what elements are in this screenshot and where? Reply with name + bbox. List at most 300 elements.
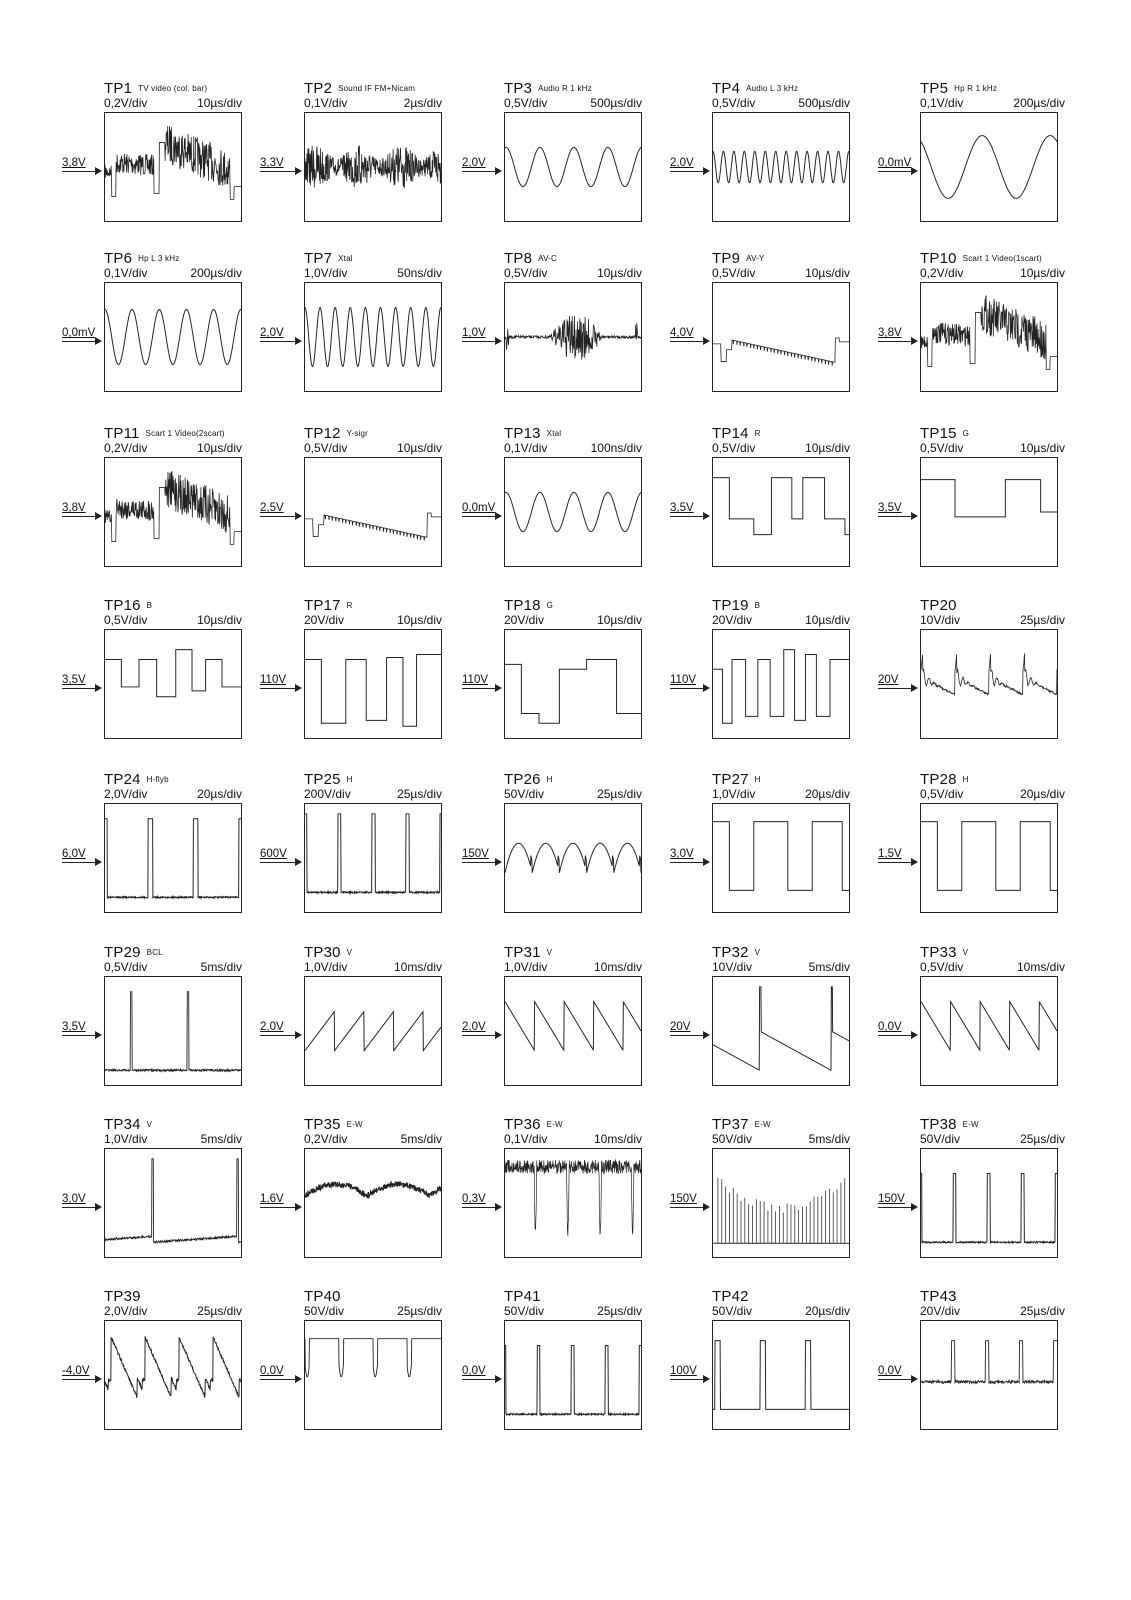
reference-arrow	[260, 171, 300, 172]
waveform-panel-tp3	[504, 80, 704, 215]
time-per-div: 10µs/div	[397, 441, 442, 455]
scope-screen	[304, 629, 442, 739]
waveform-trace	[921, 630, 1057, 738]
test-point-id: TP41	[504, 1288, 541, 1305]
time-per-div: 10ms/div	[593, 1132, 642, 1146]
waveform-trace	[105, 1321, 241, 1429]
volts-per-div: 10V/div	[920, 613, 961, 627]
signal-label: H	[962, 775, 969, 784]
test-point-id: TP36	[504, 1116, 541, 1133]
reference-level: 3,8V	[878, 327, 902, 339]
time-per-div: 25µs/div	[1020, 1304, 1065, 1318]
reference-level: 0,0V	[462, 1365, 486, 1377]
volts-per-div: 2,0V/div	[104, 1304, 148, 1318]
test-point-name	[304, 771, 353, 788]
test-point-id: TP35	[304, 1116, 341, 1133]
reference-arrow	[670, 1035, 708, 1036]
test-point-id: TP20	[920, 597, 957, 614]
test-point-id: TP40	[304, 1288, 341, 1305]
reference-level: 2,0V	[260, 1021, 284, 1033]
time-per-div: 5ms/div	[200, 1132, 242, 1146]
time-per-div: 500µs/div	[798, 96, 850, 110]
waveform-trace	[105, 804, 241, 912]
panel-header	[104, 425, 242, 461]
volts-per-div: 10V/div	[712, 960, 753, 974]
time-per-div: 20µs/div	[805, 1304, 850, 1318]
scope-screen	[504, 629, 642, 739]
waveform-panel-tp35	[304, 1116, 504, 1251]
volts-per-div: 0,5V/div	[504, 266, 548, 280]
test-point-id: TP10	[920, 250, 957, 267]
reference-level: 3,5V	[878, 502, 902, 514]
time-per-div: 5ms/div	[808, 1132, 850, 1146]
panel-header	[712, 250, 850, 286]
panel-header	[104, 771, 242, 807]
waveform-trace	[921, 458, 1057, 566]
time-per-div: 10ms/div	[1016, 960, 1065, 974]
time-per-div: 25µs/div	[597, 787, 642, 801]
waveform-panel-tp31	[504, 944, 704, 1079]
waveform-panel-tp29	[104, 944, 304, 1079]
test-point-name	[712, 1116, 771, 1133]
waveform-trace	[105, 1149, 241, 1257]
scope-screen	[304, 112, 442, 222]
volts-per-div: 1,0V/div	[304, 266, 348, 280]
test-point-id: TP11	[104, 425, 140, 442]
waveform-panel-tp8	[504, 250, 704, 385]
reference-level: 6,0V	[62, 848, 86, 860]
reference-level: -4,0V	[62, 1365, 90, 1377]
panel-header	[504, 425, 642, 461]
signal-label: V	[962, 948, 969, 957]
waveform-trace	[505, 804, 641, 912]
reference-level: 150V	[670, 1193, 697, 1205]
signal-label: B	[146, 601, 153, 610]
test-point-name	[304, 1116, 363, 1133]
time-per-div: 25µs/div	[397, 1304, 442, 1318]
reference-level: 1,5V	[878, 848, 902, 860]
reference-arrow	[260, 516, 300, 517]
volts-per-div: 0,1V/div	[104, 266, 148, 280]
time-per-div: 2µs/div	[403, 96, 442, 110]
reference-arrow	[260, 1035, 300, 1036]
test-point-id: TP30	[304, 944, 341, 961]
test-point-id: TP42	[712, 1288, 749, 1305]
waveform-trace	[105, 458, 241, 566]
reference-arrow	[670, 862, 708, 863]
reference-arrow	[462, 688, 500, 689]
reference-arrow	[62, 688, 100, 689]
volts-per-div: 0,5V/div	[712, 266, 756, 280]
scope-screen	[104, 1320, 242, 1430]
reference-level: 1,0V	[462, 327, 486, 339]
waveform-panel-tp41	[504, 1288, 704, 1423]
waveform-panel-tp40	[304, 1288, 504, 1423]
panel-header	[304, 944, 442, 980]
waveform-trace	[305, 113, 441, 221]
panel-header	[712, 597, 850, 633]
volts-per-div: 0,5V/div	[304, 441, 348, 455]
reference-arrow	[670, 1379, 708, 1380]
waveform-panel-tp17	[304, 597, 504, 732]
reference-level: 110V	[670, 674, 697, 686]
waveform-panel-tp7	[304, 250, 504, 385]
test-point-name	[712, 597, 760, 614]
volts-per-div: 0,5V/div	[712, 441, 756, 455]
scope-screen	[104, 112, 242, 222]
test-point-name	[304, 250, 353, 267]
reference-arrow	[878, 1207, 916, 1208]
reference-arrow	[462, 341, 500, 342]
time-per-div: 50ns/div	[397, 266, 442, 280]
scope-screen	[920, 976, 1058, 1086]
reference-level: 150V	[462, 848, 489, 860]
test-point-id: TP3	[504, 80, 533, 97]
waveform-panel-tp32	[712, 944, 912, 1079]
panel-header	[304, 1116, 442, 1152]
time-per-div: 5ms/div	[200, 960, 242, 974]
scope-screen	[304, 282, 442, 392]
volts-per-div: 0,5V/div	[920, 441, 964, 455]
volts-per-div: 20V/div	[504, 613, 545, 627]
test-point-name	[712, 771, 761, 788]
time-per-div: 10µs/div	[1020, 266, 1065, 280]
waveform-trace	[105, 630, 241, 738]
signal-label: E-W	[754, 1120, 771, 1129]
test-point-name	[712, 80, 798, 97]
waveform-panel-tp15	[920, 425, 1120, 560]
reference-arrow	[62, 341, 100, 342]
panel-header	[712, 80, 850, 116]
waveform-trace	[305, 630, 441, 738]
waveform-trace	[505, 1149, 641, 1257]
panel-header	[920, 944, 1065, 980]
waveform-panel-tp4	[712, 80, 912, 215]
waveform-panel-tp28	[920, 771, 1120, 906]
scope-screen	[712, 976, 850, 1086]
test-point-name	[104, 944, 163, 961]
reference-level: 0,0mV	[878, 157, 912, 169]
panel-header	[104, 250, 242, 286]
test-point-name	[504, 1116, 563, 1133]
test-point-name	[504, 250, 557, 267]
reference-arrow	[878, 1035, 916, 1036]
test-point-id: TP5	[920, 80, 949, 97]
waveform-trace	[105, 113, 241, 221]
signal-label: Xtal	[546, 429, 562, 438]
scope-screen	[712, 457, 850, 567]
signal-label: B	[754, 601, 761, 610]
scope-screen	[712, 112, 850, 222]
waveform-trace	[305, 1149, 441, 1257]
test-point-id: TP32	[712, 944, 749, 961]
scope-screen	[104, 282, 242, 392]
scope-screen	[920, 1320, 1058, 1430]
panel-header	[304, 425, 442, 461]
reference-level: 3,3V	[260, 157, 284, 169]
waveform-panel-tp24	[104, 771, 304, 906]
time-per-div: 20µs/div	[197, 787, 242, 801]
time-per-div: 20µs/div	[805, 787, 850, 801]
reference-arrow	[670, 341, 708, 342]
reference-level: 0,0mV	[62, 327, 96, 339]
panel-header	[304, 250, 442, 286]
waveform-panel-tp11	[104, 425, 304, 560]
scope-screen	[104, 457, 242, 567]
panel-header	[712, 1288, 850, 1324]
waveform-trace	[713, 804, 849, 912]
waveform-trace	[921, 804, 1057, 912]
time-per-div: 25µs/div	[1020, 1132, 1065, 1146]
test-point-id: TP25	[304, 771, 341, 788]
signal-label: Y-sigr	[346, 429, 369, 438]
scope-screen	[920, 803, 1058, 913]
signal-label: Scart 1 Video(1scart)	[962, 254, 1042, 263]
time-per-div: 500µs/div	[590, 96, 642, 110]
signal-label: H-flyb	[146, 775, 169, 784]
test-point-id: TP19	[712, 597, 749, 614]
time-per-div: 25µs/div	[397, 787, 442, 801]
test-point-id: TP26	[504, 771, 541, 788]
test-point-id: TP38	[920, 1116, 957, 1133]
scope-screen	[712, 803, 850, 913]
volts-per-div: 0,1V/div	[504, 1132, 548, 1146]
waveform-trace	[505, 1321, 641, 1429]
waveform-panel-tp42	[712, 1288, 912, 1423]
test-point-id: TP17	[304, 597, 341, 614]
signal-label: TV video (col. bar)	[138, 84, 208, 93]
waveform-panel-tp30	[304, 944, 504, 1079]
panel-header	[104, 1116, 242, 1152]
signal-label: AV-C	[538, 254, 558, 263]
reference-arrow	[260, 1379, 300, 1380]
volts-per-div: 50V/div	[920, 1132, 961, 1146]
panel-header	[712, 771, 850, 807]
test-point-id: TP4	[712, 80, 741, 97]
scope-screen	[104, 1148, 242, 1258]
scope-screen	[504, 112, 642, 222]
scope-screen	[304, 1148, 442, 1258]
test-point-name	[304, 597, 353, 614]
volts-per-div: 200V/div	[304, 787, 351, 801]
test-point-name	[504, 425, 561, 442]
volts-per-div: 0,5V/div	[104, 613, 148, 627]
panel-header	[712, 1116, 850, 1152]
time-per-div: 25µs/div	[1020, 613, 1065, 627]
reference-arrow	[670, 171, 708, 172]
waveform-trace	[713, 283, 849, 391]
test-point-name	[712, 425, 761, 442]
reference-arrow	[62, 1035, 100, 1036]
signal-label: E-W	[962, 1120, 979, 1129]
signal-label: R	[346, 601, 353, 610]
time-per-div: 10µs/div	[1020, 441, 1065, 455]
time-per-div: 25µs/div	[197, 1304, 242, 1318]
scope-screen	[504, 976, 642, 1086]
test-point-name	[504, 80, 592, 97]
time-per-div: 20µs/div	[1020, 787, 1065, 801]
reference-arrow	[878, 341, 916, 342]
time-per-div: 25µs/div	[597, 1304, 642, 1318]
waveform-panel-tp36	[504, 1116, 704, 1251]
panel-header	[920, 1288, 1065, 1324]
scope-screen	[920, 1148, 1058, 1258]
reference-arrow	[260, 1207, 300, 1208]
signal-label: Sound IF FM+Nicam	[338, 84, 416, 93]
panel-header	[504, 944, 642, 980]
panel-header	[504, 771, 642, 807]
test-point-id: TP39	[104, 1288, 141, 1305]
test-point-name	[920, 80, 997, 97]
waveform-trace	[305, 977, 441, 1085]
scope-screen	[920, 112, 1058, 222]
waveform-trace	[305, 804, 441, 912]
test-point-id: TP24	[104, 771, 141, 788]
signal-label: V	[754, 948, 761, 957]
test-point-id: TP7	[304, 250, 333, 267]
panel-header	[104, 597, 242, 633]
panel-header	[920, 425, 1065, 461]
reference-level: 3,0V	[62, 1193, 86, 1205]
volts-per-div: 0,2V/div	[104, 441, 148, 455]
reference-level: 0,3V	[462, 1193, 486, 1205]
time-per-div: 10µs/div	[197, 96, 242, 110]
waveform-panel-tp14	[712, 425, 912, 560]
waveform-trace	[921, 113, 1057, 221]
time-per-div: 10µs/div	[197, 613, 242, 627]
waveform-panel-tp9	[712, 250, 912, 385]
signal-label: BCL	[146, 948, 163, 957]
waveform-trace	[713, 630, 849, 738]
waveform-panel-tp43	[920, 1288, 1120, 1423]
time-per-div: 10µs/div	[805, 613, 850, 627]
reference-level: 2,0V	[670, 157, 694, 169]
time-per-div: 10µs/div	[397, 613, 442, 627]
test-point-name	[104, 1116, 152, 1133]
volts-per-div: 2,0V/div	[104, 787, 148, 801]
test-point-name	[712, 944, 760, 961]
volts-per-div: 1,0V/div	[104, 1132, 148, 1146]
volts-per-div: 50V/div	[712, 1304, 753, 1318]
signal-label: H	[546, 775, 553, 784]
volts-per-div: 0,1V/div	[304, 96, 348, 110]
signal-label: H	[754, 775, 761, 784]
panel-header	[712, 425, 850, 461]
waveform-trace	[713, 113, 849, 221]
reference-arrow	[878, 516, 916, 517]
panel-header	[304, 80, 442, 116]
reference-arrow	[62, 1207, 100, 1208]
waveform-trace	[713, 458, 849, 566]
test-point-name	[920, 250, 1042, 267]
time-per-div: 10µs/div	[197, 441, 242, 455]
reference-level: 3,5V	[62, 674, 86, 686]
waveform-panel-tp33	[920, 944, 1120, 1079]
waveform-panel-tp26	[504, 771, 704, 906]
reference-arrow	[260, 862, 300, 863]
panel-header	[920, 771, 1065, 807]
scope-screen	[504, 457, 642, 567]
signal-label: Hp R 1 kHz	[954, 84, 998, 93]
test-point-name	[304, 944, 352, 961]
reference-arrow	[878, 1379, 916, 1380]
test-point-id: TP2	[304, 80, 333, 97]
reference-arrow	[62, 1379, 100, 1380]
waveform-trace	[505, 977, 641, 1085]
test-point-id: TP34	[104, 1116, 141, 1133]
reference-level: 20V	[670, 1021, 691, 1033]
reference-arrow	[878, 171, 916, 172]
volts-per-div: 20V/div	[304, 613, 345, 627]
scope-screen	[304, 457, 442, 567]
volts-per-div: 0,5V/div	[920, 960, 964, 974]
time-per-div: 100ns/div	[590, 441, 642, 455]
waveform-trace	[305, 1321, 441, 1429]
reference-level: 0,0V	[878, 1021, 902, 1033]
waveform-panel-tp10	[920, 250, 1120, 385]
reference-level: 2,0V	[260, 327, 284, 339]
panel-header	[504, 250, 642, 286]
time-per-div: 10µs/div	[805, 441, 850, 455]
waveform-panel-tp6	[104, 250, 304, 385]
scope-screen	[104, 629, 242, 739]
signal-label: V	[546, 948, 553, 957]
scope-screen	[920, 282, 1058, 392]
test-point-name	[712, 250, 765, 267]
test-point-name	[304, 80, 415, 97]
reference-level: 150V	[878, 1193, 905, 1205]
test-point-id: TP8	[504, 250, 533, 267]
panel-header	[504, 1116, 642, 1152]
time-per-div: 10ms/div	[593, 960, 642, 974]
scope-screen	[504, 282, 642, 392]
reference-level: 0,0V	[260, 1365, 284, 1377]
panel-header	[104, 80, 242, 116]
reference-level: 3,8V	[62, 157, 86, 169]
reference-arrow	[878, 862, 916, 863]
scope-screen	[712, 282, 850, 392]
signal-label: R	[754, 429, 761, 438]
volts-per-div: 20V/div	[920, 1304, 961, 1318]
test-point-id: TP14	[712, 425, 749, 442]
waveform-panel-tp39	[104, 1288, 304, 1423]
panel-header	[304, 1288, 442, 1324]
test-point-name	[920, 597, 963, 614]
volts-per-div: 0,1V/div	[504, 441, 548, 455]
waveform-panel-tp1	[104, 80, 304, 215]
time-per-div: 200µs/div	[190, 266, 242, 280]
test-point-name	[104, 597, 152, 614]
volts-per-div: 0,2V/div	[920, 266, 964, 280]
signal-label: E-W	[346, 1120, 363, 1129]
panel-header	[504, 1288, 642, 1324]
reference-level: 0,0mV	[462, 502, 496, 514]
test-point-name	[920, 944, 968, 961]
test-point-id: TP6	[104, 250, 133, 267]
test-point-id: TP28	[920, 771, 957, 788]
volts-per-div: 0,5V/div	[104, 960, 148, 974]
test-point-id: TP43	[920, 1288, 957, 1305]
reference-level: 1,6V	[260, 1193, 284, 1205]
volts-per-div: 50V/div	[504, 787, 545, 801]
scope-screen	[104, 976, 242, 1086]
waveform-panel-tp18	[504, 597, 704, 732]
scope-screen	[304, 976, 442, 1086]
reference-arrow	[462, 1207, 500, 1208]
reference-arrow	[462, 1379, 500, 1380]
volts-per-div: 50V/div	[504, 1304, 545, 1318]
time-per-div: 10ms/div	[393, 960, 442, 974]
